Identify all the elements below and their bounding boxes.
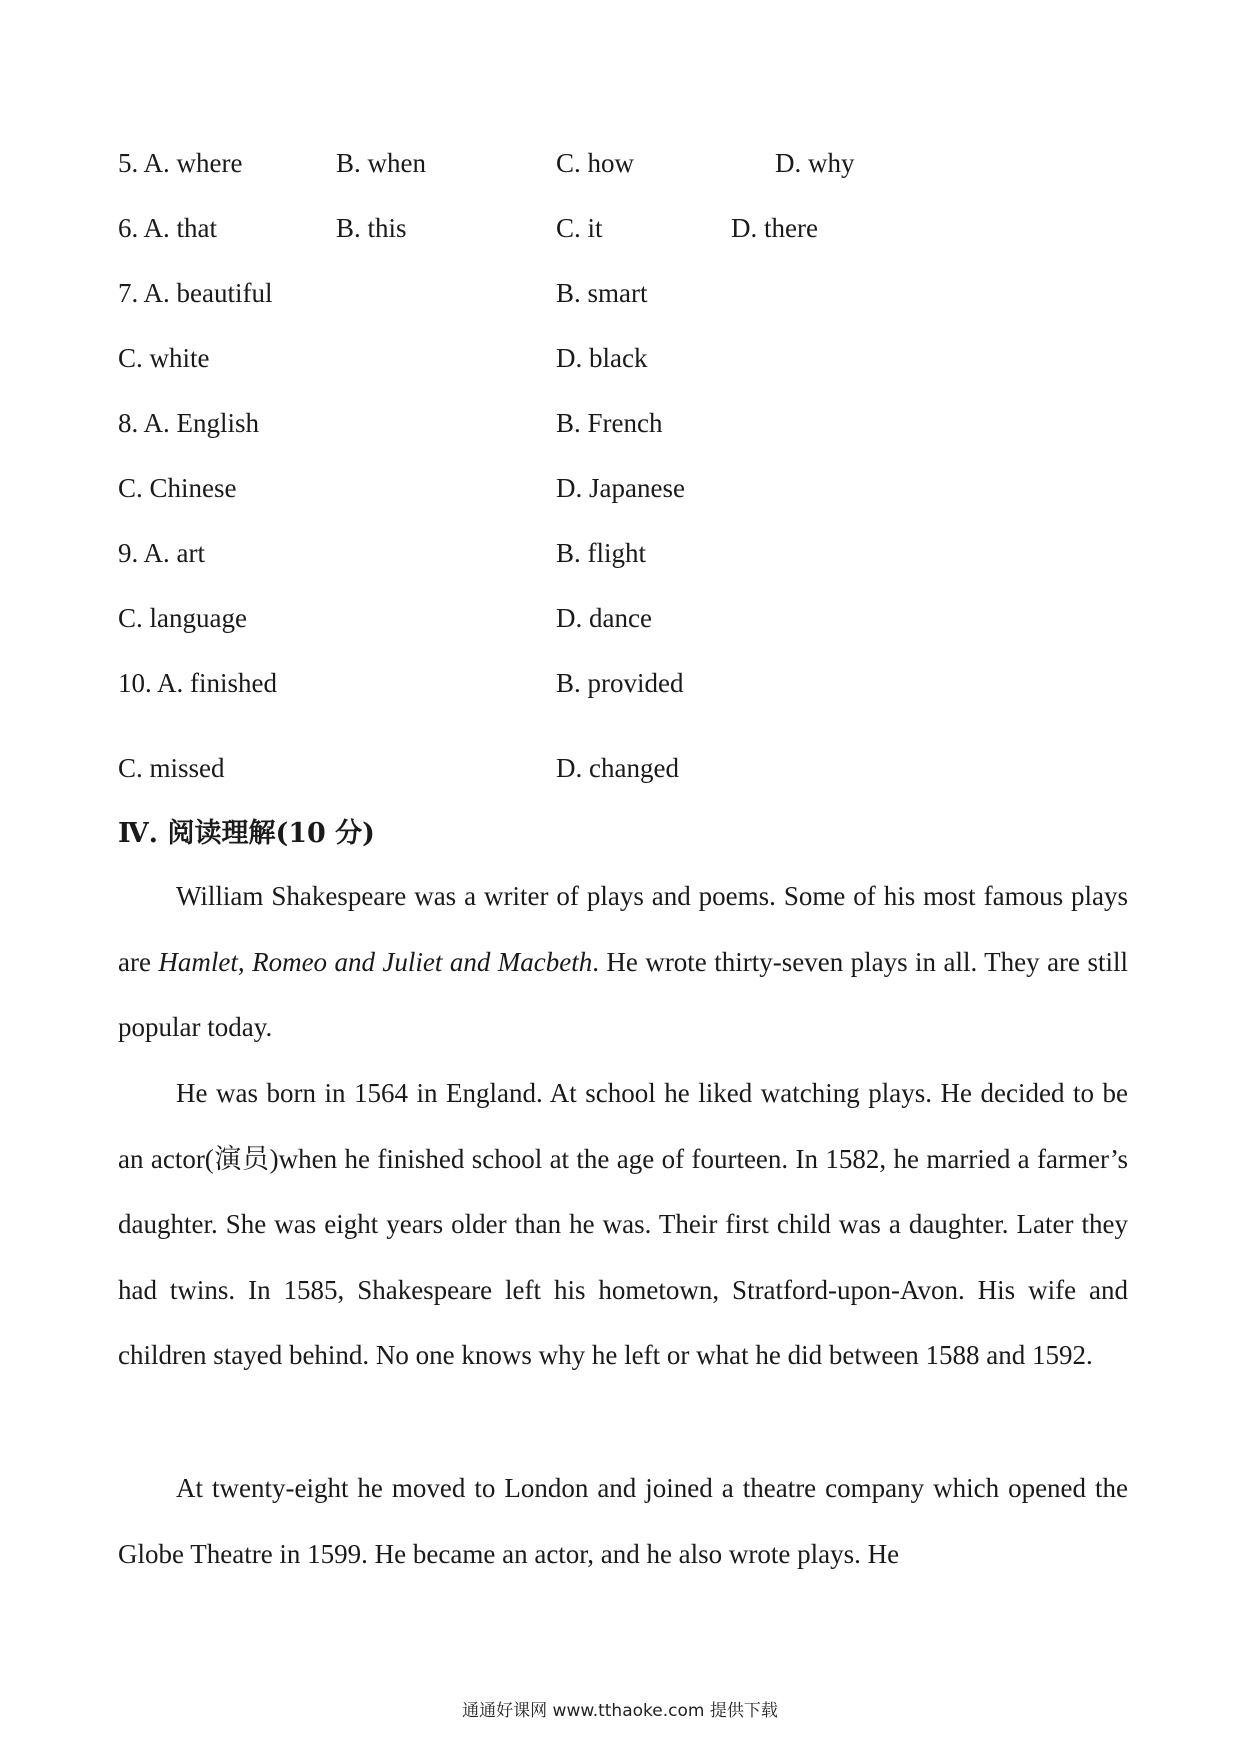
q5-option-d: D. why <box>775 148 855 178</box>
q10-option-b: B. provided <box>556 668 684 698</box>
q8-option-a: 8. A. English <box>118 408 260 438</box>
q7-option-a: 7. A. beautiful <box>118 278 273 308</box>
q6-option-b: B. this <box>336 213 407 243</box>
q5-option-c: C. how <box>556 148 635 178</box>
q10-option-d: D. changed <box>556 753 679 783</box>
passage-p1-before: William Shakespeare was a writer of plays and poems. Some of his most famous plays are <box>118 881 1128 977</box>
q8-option-b: B. French <box>556 408 663 438</box>
page-footer: 通通好课网 www.tthaoke.com 提供下载 <box>462 1701 778 1721</box>
q7-option-c: C. white <box>118 343 210 373</box>
q6-option-d: D. there <box>731 213 818 243</box>
passage-paragraph-3: At twenty-eight he moved to London and joined a theatre company which opened the Globe Theatre in 1599. He became an actor, and he also wrote plays. He <box>118 1473 1128 1569</box>
q9-option-a: 9. A. art <box>118 538 205 568</box>
q9-option-c: C. language <box>118 603 247 633</box>
q10-option-c: C. missed <box>118 753 225 783</box>
q5-option-b: B. when <box>336 148 426 178</box>
q7-option-d: D. black <box>556 343 648 373</box>
q7-option-b: B. smart <box>556 278 648 308</box>
q8-option-d: D. Japanese <box>556 473 685 503</box>
q9-option-d: D. dance <box>556 603 652 633</box>
q8-option-c: C. Chinese <box>118 473 237 503</box>
section-heading: Ⅳ. 阅读理解(10 分) <box>118 818 375 849</box>
passage-play-titles: Hamlet, Romeo and Juliet and Macbeth <box>158 946 593 977</box>
q6-option-c: C. it <box>556 213 603 243</box>
passage-paragraph-1 <box>118 864 1128 1061</box>
q6-option-a: 6. A. that <box>118 213 217 243</box>
passage-p1-after: . He wrote thirty-seven plays in all. They are still popular today. <box>118 946 1128 1042</box>
q10-option-a: 10. A. finished <box>118 668 277 698</box>
q9-option-b: B. flight <box>556 538 647 568</box>
passage-paragraph-2: He was born in 1564 in England. At school he liked watching plays. He decided to be an actor(演员)when he finished school at the age of fourteen. In 1582, he married a farmer’s daughter. She was eight years older than he was. Their first child was a daughter. Later they had twins. In 1585, Shakespeare left his hometown, Stratford-upon-Avon. His wife and children stayed behind. No one knows why he left or what he did between 1588 and 1592. <box>118 1078 1128 1370</box>
q5-option-a: 5. A. where <box>118 148 243 178</box>
